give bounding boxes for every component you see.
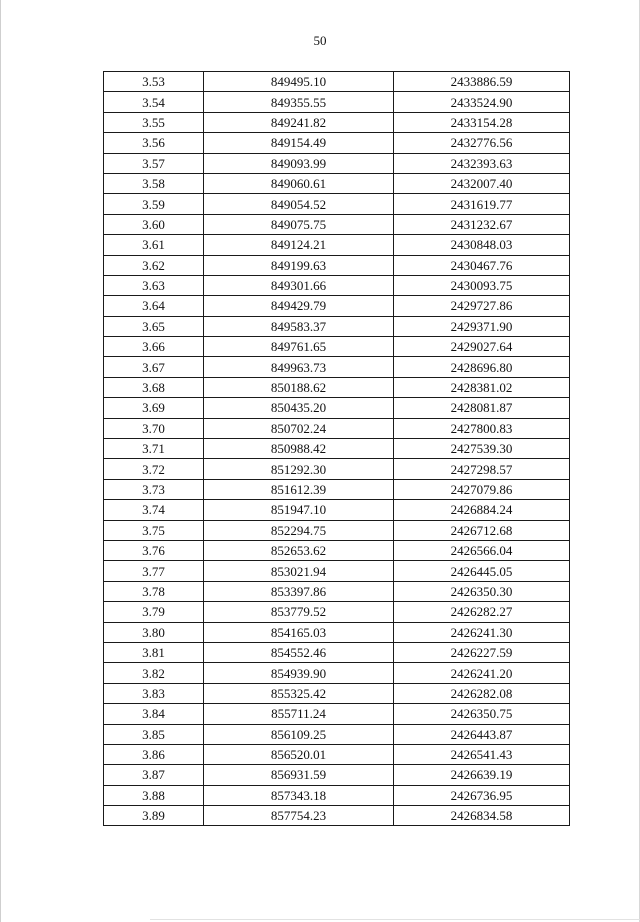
y-coordinate-cell: 2426241.30 [394, 622, 570, 642]
x-coordinate-cell: 850702.24 [204, 418, 394, 438]
point-id-cell: 3.80 [104, 622, 204, 642]
x-coordinate-cell: 849054.52 [204, 194, 394, 214]
table-row [104, 683, 570, 703]
table-row [104, 785, 570, 805]
x-coordinate-cell: 857754.23 [204, 806, 394, 826]
y-coordinate-cell: 2427079.86 [394, 479, 570, 499]
x-coordinate-cell: 849583.37 [204, 316, 394, 336]
point-id-cell: 3.64 [104, 296, 204, 316]
y-coordinate-cell: 2432776.56 [394, 133, 570, 153]
point-id-cell: 3.89 [104, 806, 204, 826]
y-coordinate-cell: 2426834.58 [394, 806, 570, 826]
x-coordinate-cell: 849154.49 [204, 133, 394, 153]
y-coordinate-cell: 2426443.87 [394, 724, 570, 744]
y-coordinate-cell: 2427298.57 [394, 459, 570, 479]
y-coordinate-cell: 2428081.87 [394, 398, 570, 418]
y-coordinate-cell: 2428381.02 [394, 377, 570, 397]
point-id-cell: 3.86 [104, 744, 204, 764]
table-row [104, 439, 570, 459]
table-row [104, 765, 570, 785]
table-row [104, 357, 570, 377]
point-id-cell: 3.75 [104, 520, 204, 540]
x-coordinate-cell: 854939.90 [204, 663, 394, 683]
y-coordinate-cell: 2429027.64 [394, 337, 570, 357]
table-row [104, 581, 570, 601]
y-coordinate-cell: 2430467.76 [394, 255, 570, 275]
y-coordinate-cell: 2429727.86 [394, 296, 570, 316]
y-coordinate-cell: 2426566.04 [394, 540, 570, 560]
table-row [104, 214, 570, 234]
y-coordinate-cell: 2431232.67 [394, 214, 570, 234]
x-coordinate-cell: 854552.46 [204, 642, 394, 662]
y-coordinate-cell: 2432007.40 [394, 173, 570, 193]
table-row [104, 418, 570, 438]
page-number: 50 [313, 33, 327, 48]
x-coordinate-cell: 850988.42 [204, 439, 394, 459]
x-coordinate-cell: 850188.62 [204, 377, 394, 397]
point-id-cell: 3.60 [104, 214, 204, 234]
point-id-cell: 3.73 [104, 479, 204, 499]
x-coordinate-cell: 849963.73 [204, 357, 394, 377]
table-row [104, 642, 570, 662]
point-id-cell: 3.54 [104, 92, 204, 112]
y-coordinate-cell: 2433886.59 [394, 72, 570, 92]
y-coordinate-cell: 2432393.63 [394, 153, 570, 173]
x-coordinate-cell: 855711.24 [204, 704, 394, 724]
point-id-cell: 3.79 [104, 602, 204, 622]
x-coordinate-cell: 851292.30 [204, 459, 394, 479]
y-coordinate-cell: 2426639.19 [394, 765, 570, 785]
x-coordinate-cell: 853397.86 [204, 581, 394, 601]
x-coordinate-cell: 852653.62 [204, 540, 394, 560]
table-row [104, 806, 570, 826]
table-row [104, 377, 570, 397]
table-row [104, 153, 570, 173]
x-coordinate-cell: 853021.94 [204, 561, 394, 581]
table-row [104, 72, 570, 92]
x-coordinate-cell: 852294.75 [204, 520, 394, 540]
x-coordinate-cell: 849355.55 [204, 92, 394, 112]
table-row [104, 744, 570, 764]
x-coordinate-cell: 853779.52 [204, 602, 394, 622]
table-row [104, 112, 570, 132]
table-row [104, 133, 570, 153]
table-row [104, 540, 570, 560]
point-id-cell: 3.78 [104, 581, 204, 601]
x-coordinate-cell: 856109.25 [204, 724, 394, 744]
table-row [104, 520, 570, 540]
point-id-cell: 3.53 [104, 72, 204, 92]
y-coordinate-cell: 2426712.68 [394, 520, 570, 540]
x-coordinate-cell: 857343.18 [204, 785, 394, 805]
point-id-cell: 3.83 [104, 683, 204, 703]
page-bottom-edge [150, 919, 640, 920]
point-id-cell: 3.81 [104, 642, 204, 662]
table-row [104, 398, 570, 418]
x-coordinate-cell: 851612.39 [204, 479, 394, 499]
y-coordinate-cell: 2426445.05 [394, 561, 570, 581]
point-id-cell: 3.56 [104, 133, 204, 153]
table-row [104, 194, 570, 214]
point-id-cell: 3.76 [104, 540, 204, 560]
point-id-cell: 3.71 [104, 439, 204, 459]
coordinates-table [103, 71, 570, 826]
y-coordinate-cell: 2426736.95 [394, 785, 570, 805]
point-id-cell: 3.55 [104, 112, 204, 132]
table-row [104, 479, 570, 499]
y-coordinate-cell: 2426884.24 [394, 500, 570, 520]
y-coordinate-cell: 2426350.75 [394, 704, 570, 724]
x-coordinate-cell: 849495.10 [204, 72, 394, 92]
y-coordinate-cell: 2426541.43 [394, 744, 570, 764]
point-id-cell: 3.74 [104, 500, 204, 520]
point-id-cell: 3.72 [104, 459, 204, 479]
table-row [104, 235, 570, 255]
table-row [104, 561, 570, 581]
y-coordinate-cell: 2426282.08 [394, 683, 570, 703]
x-coordinate-cell: 854165.03 [204, 622, 394, 642]
point-id-cell: 3.68 [104, 377, 204, 397]
point-id-cell: 3.84 [104, 704, 204, 724]
table-row [104, 275, 570, 295]
point-id-cell: 3.57 [104, 153, 204, 173]
point-id-cell: 3.63 [104, 275, 204, 295]
table-row [104, 724, 570, 744]
y-coordinate-cell: 2433524.90 [394, 92, 570, 112]
x-coordinate-cell: 849075.75 [204, 214, 394, 234]
y-coordinate-cell: 2426350.30 [394, 581, 570, 601]
point-id-cell: 3.77 [104, 561, 204, 581]
point-id-cell: 3.82 [104, 663, 204, 683]
x-coordinate-cell: 849241.82 [204, 112, 394, 132]
point-id-cell: 3.65 [104, 316, 204, 336]
y-coordinate-cell: 2427539.30 [394, 439, 570, 459]
table-row [104, 255, 570, 275]
table-row [104, 622, 570, 642]
y-coordinate-cell: 2430093.75 [394, 275, 570, 295]
table-row [104, 663, 570, 683]
table-row [104, 704, 570, 724]
x-coordinate-cell: 849429.79 [204, 296, 394, 316]
point-id-cell: 3.69 [104, 398, 204, 418]
table-row [104, 602, 570, 622]
y-coordinate-cell: 2433154.28 [394, 112, 570, 132]
point-id-cell: 3.59 [104, 194, 204, 214]
x-coordinate-cell: 850435.20 [204, 398, 394, 418]
x-coordinate-cell: 856931.59 [204, 765, 394, 785]
y-coordinate-cell: 2431619.77 [394, 194, 570, 214]
table-row [104, 173, 570, 193]
x-coordinate-cell: 849060.61 [204, 173, 394, 193]
table-row [104, 500, 570, 520]
table-row [104, 92, 570, 112]
point-id-cell: 3.70 [104, 418, 204, 438]
point-id-cell: 3.58 [104, 173, 204, 193]
page-left-edge [0, 0, 1, 922]
x-coordinate-cell: 849199.63 [204, 255, 394, 275]
point-id-cell: 3.67 [104, 357, 204, 377]
table-row [104, 316, 570, 336]
point-id-cell: 3.62 [104, 255, 204, 275]
point-id-cell: 3.88 [104, 785, 204, 805]
x-coordinate-cell: 855325.42 [204, 683, 394, 703]
y-coordinate-cell: 2430848.03 [394, 235, 570, 255]
x-coordinate-cell: 851947.10 [204, 500, 394, 520]
y-coordinate-cell: 2426227.59 [394, 642, 570, 662]
point-id-cell: 3.66 [104, 337, 204, 357]
y-coordinate-cell: 2426282.27 [394, 602, 570, 622]
x-coordinate-cell: 849761.65 [204, 337, 394, 357]
table-row [104, 337, 570, 357]
table-row [104, 296, 570, 316]
y-coordinate-cell: 2426241.20 [394, 663, 570, 683]
y-coordinate-cell: 2427800.83 [394, 418, 570, 438]
point-id-cell: 3.61 [104, 235, 204, 255]
x-coordinate-cell: 856520.01 [204, 744, 394, 764]
x-coordinate-cell: 849124.21 [204, 235, 394, 255]
point-id-cell: 3.87 [104, 765, 204, 785]
coordinates-table-body [104, 72, 570, 826]
table-row [104, 459, 570, 479]
x-coordinate-cell: 849093.99 [204, 153, 394, 173]
y-coordinate-cell: 2429371.90 [394, 316, 570, 336]
point-id-cell: 3.85 [104, 724, 204, 744]
x-coordinate-cell: 849301.66 [204, 275, 394, 295]
y-coordinate-cell: 2428696.80 [394, 357, 570, 377]
